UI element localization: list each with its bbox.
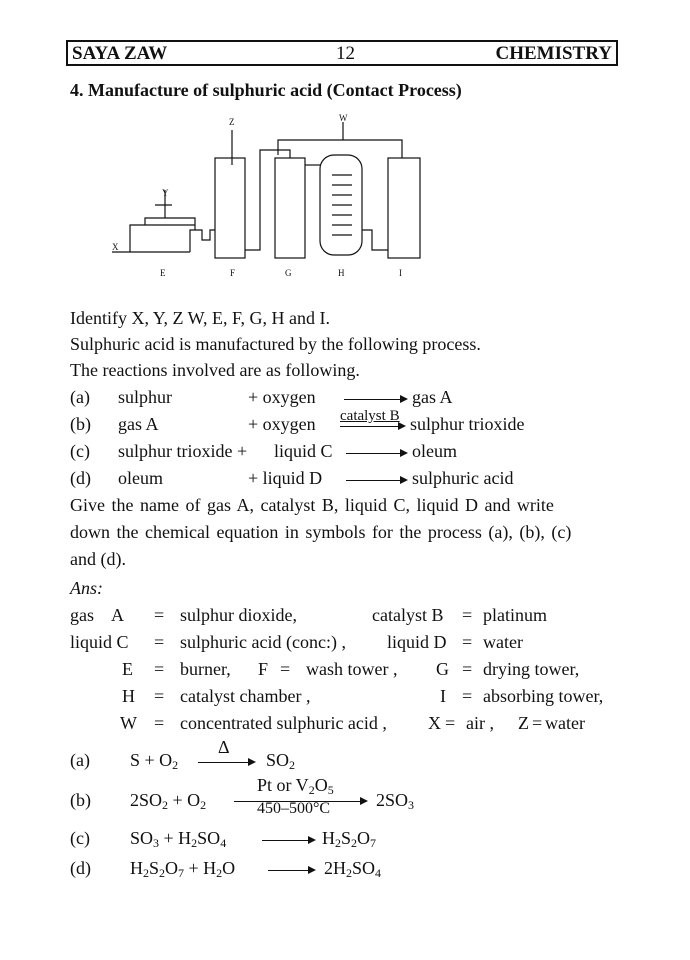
reaction-arrow	[344, 399, 406, 400]
reaction-arrow	[340, 426, 404, 427]
answer-label: Ans:	[70, 578, 103, 598]
reaction-arrow	[268, 870, 314, 871]
section-title: 4. Manufacture of sulphuric acid (Contact Process)	[70, 80, 462, 100]
reaction-arrow	[346, 480, 406, 481]
reaction-arrow	[346, 453, 406, 454]
burner-outline	[130, 225, 150, 252]
question-line-1: Give the name of gas A, catalyst B, liquid C, liquid D and write	[70, 495, 554, 515]
label-w: W	[339, 113, 348, 123]
intro-line-3: The reactions involved are as following.	[70, 360, 360, 380]
reaction-arrow	[262, 840, 314, 841]
page-header	[66, 40, 618, 66]
page-number: 12	[336, 43, 355, 64]
intro-line-1: Identify X, Y, Z W, E, F, G, H and I.	[70, 308, 331, 328]
contact-process-diagram	[110, 110, 430, 285]
label-h: H	[338, 268, 345, 278]
label-g: G	[285, 268, 292, 278]
label-y: Y	[162, 188, 169, 198]
label-i: I	[399, 268, 402, 278]
subject-name: CHEMISTRY	[495, 43, 612, 64]
question-line-3: and (d).	[70, 549, 126, 569]
label-x: X	[112, 242, 119, 252]
intro-line-2: Sulphuric acid is manufactured by the following process.	[70, 334, 481, 354]
label-f: F	[230, 268, 236, 278]
label-e: E	[160, 268, 166, 278]
reaction-arrow	[198, 762, 254, 763]
label-z: Z	[229, 117, 235, 127]
question-line-2: down the chemical equation in symbols for the process (a), (b), (c)	[70, 522, 572, 542]
author-name: SAYA ZAW	[72, 43, 168, 64]
